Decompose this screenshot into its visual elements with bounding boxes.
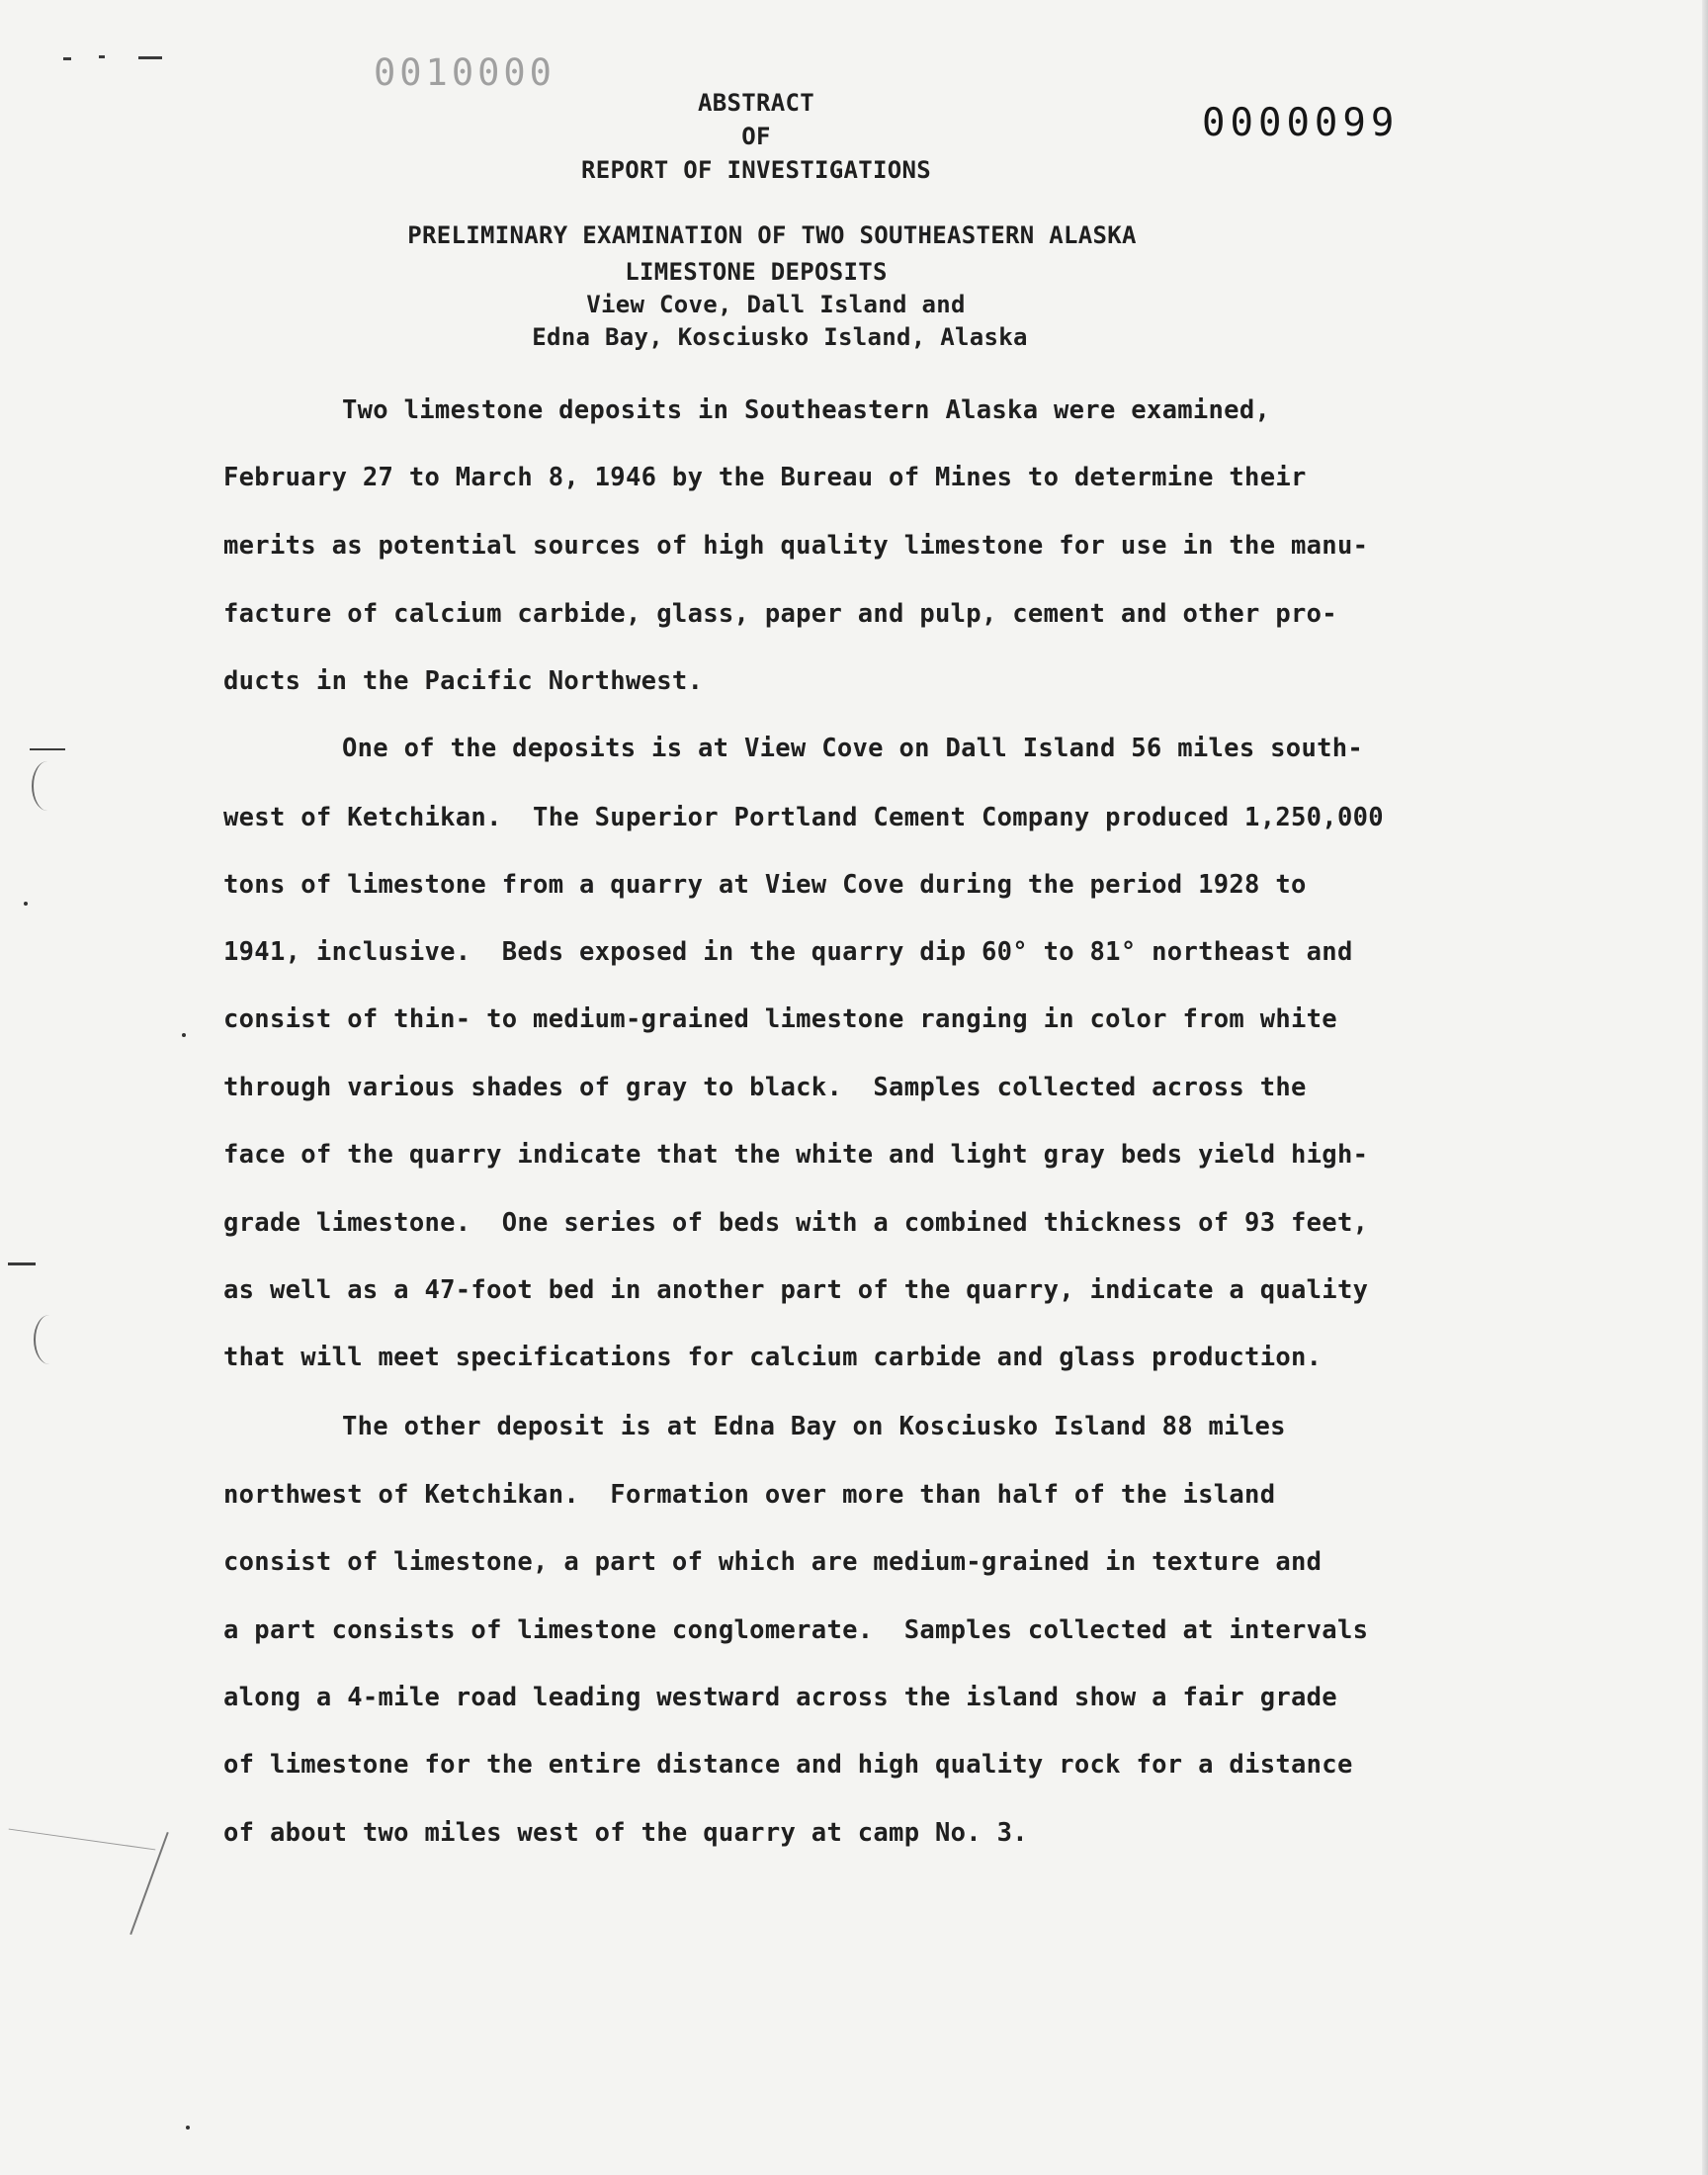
paragraph-1-line: facture of calcium carbide, glass, paper and pulp, cement and other pro-	[223, 599, 1337, 629]
margin-mark	[63, 57, 71, 60]
margin-mark	[182, 1033, 186, 1037]
paragraph-1-line: merits as potential sources of high quality limestone for use in the manu-	[223, 531, 1369, 561]
paragraph-2-line: through various shades of gray to black. Samples collected across the	[223, 1073, 1307, 1102]
paragraph-3-line: along a 4-mile road leading westward across the island show a fair grade	[223, 1683, 1337, 1712]
margin-mark	[24, 902, 28, 906]
title-subline: View Cove, Dall Island and	[586, 291, 966, 318]
margin-mark	[99, 55, 105, 58]
paragraph-3-line: a part consists of limestone conglomerate. Samples collected at intervals	[223, 1615, 1369, 1645]
margin-mark	[8, 1262, 36, 1265]
paragraph-1-line: Two limestone deposits in Southeastern Alaska were examined,	[342, 395, 1271, 425]
paragraph-2-line: west of Ketchikan. The Superior Portland Cement Company produced 1,250,000	[223, 803, 1384, 832]
paragraph-2-line: One of the deposits is at View Cove on Dall Island 56 miles south-	[342, 734, 1364, 763]
title-line: LIMESTONE DEPOSITS	[625, 258, 888, 286]
heading-abstract: ABSTRACT	[698, 89, 814, 117]
paragraph-2-line: that will meet specifications for calcium carbide and glass production.	[223, 1343, 1323, 1372]
stamp-page-number: 0000099	[1202, 101, 1400, 145]
stamp-faint-number: 0010000	[374, 51, 555, 94]
paragraph-2-line: tons of limestone from a quarry at View Cove during the period 1928 to	[223, 870, 1307, 900]
margin-mark	[30, 748, 65, 750]
margin-mark	[32, 761, 63, 811]
heading-report: REPORT OF INVESTIGATIONS	[581, 156, 931, 184]
paragraph-2-line: consist of thin- to medium-grained limestone ranging in color from white	[223, 1004, 1337, 1034]
title-subline: Edna Bay, Kosciusko Island, Alaska	[532, 323, 1028, 351]
paragraph-1-line: ducts in the Pacific Northwest.	[223, 666, 704, 696]
paragraph-2-line: 1941, inclusive. Beds exposed in the quarry dip 60° to 81° northeast and	[223, 937, 1353, 967]
heading-of: OF	[741, 123, 771, 150]
paragraph-2-line: grade limestone. One series of beds with a combined thickness of 93 feet,	[223, 1208, 1369, 1238]
paragraph-2-line: face of the quarry indicate that the white and light gray beds yield high-	[223, 1140, 1369, 1170]
title-line: PRELIMINARY EXAMINATION OF TWO SOUTHEASTERN ALASKA	[407, 221, 1137, 249]
margin-mark	[34, 1315, 65, 1364]
margin-mark	[9, 1829, 156, 1851]
paragraph-2-line: as well as a 47-foot bed in another part of the quarry, indicate a quality	[223, 1275, 1369, 1305]
paragraph-3-line: of about two miles west of the quarry at camp No. 3.	[223, 1818, 1028, 1848]
paragraph-3-line: The other deposit is at Edna Bay on Kosciusko Island 88 miles	[342, 1412, 1286, 1441]
margin-mark	[186, 2126, 190, 2130]
paragraph-3-line: northwest of Ketchikan. Formation over more than half of the island	[223, 1480, 1276, 1510]
paragraph-3-line: of limestone for the entire distance and high quality rock for a distance	[223, 1750, 1353, 1780]
paragraph-3-line: consist of limestone, a part of which are medium-grained in texture and	[223, 1547, 1323, 1577]
paragraph-1-line: February 27 to March 8, 1946 by the Bureau of Mines to determine their	[223, 463, 1307, 492]
page-edge-shadow	[1702, 0, 1708, 2175]
margin-mark	[138, 56, 162, 59]
